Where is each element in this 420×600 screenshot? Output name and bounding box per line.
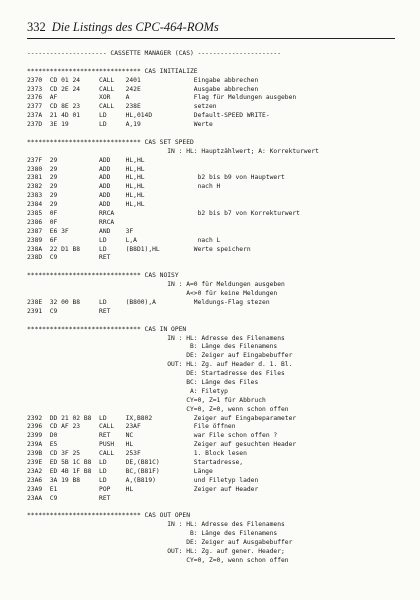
listing-line: 2386 0F RRCA [27,218,115,226]
listing-line: 237A 21 4D 01 LD HL,014D Default-SPEED WRITE- [27,112,270,120]
listing-line: OUT: HL: Zg. auf gener. Header; [27,547,285,555]
page-header [27,20,219,35]
blank-line [27,130,407,139]
listing-line: CY=0, Z=0, wenn schon offen [27,405,289,413]
listing-line: 2382 29 ADD HL,HL nach H [27,183,221,191]
listing-line: A: Filetyp [27,387,228,395]
listing-line: 2381 29 ADD HL,HL b2 bis b9 von Hauptwert [27,174,285,182]
listing-line: 2391 C9 RET [27,307,111,315]
blank-line [27,503,407,512]
listing-line: B: Länge des Filenamens [27,343,278,351]
page-title: Die Listings des CPC-464-ROMs [51,20,219,34]
listing-line: DE: Zeiger auf Ausgabebuffer [27,538,293,546]
listing-line: BC: Länge des Files [27,378,259,386]
listing-line: 237F 29 ADD HL,HL [27,156,145,164]
listing-line: CY=0, Z=0, wenn schon offen [27,556,289,564]
listing-line: 2389 6F LD L,A nach L [27,236,221,244]
listing-line: DE: Zeiger auf Eingabebuffer [27,352,293,360]
listing-line: ****************************** CAS SET SPEED [27,138,194,146]
listing-line: 2377 CD 8E 23 CALL 238E setzen [27,103,217,111]
listing-line: ****************************** CAS IN OPEN [27,325,187,333]
listing-line: 2396 CD AF 23 CALL 23AF File öffnen [27,423,236,431]
listing-line: 239A E5 PUSH HL Zeiger auf gesuchten Header [27,441,297,449]
listing-line: 238E 32 00 B8 LD (B800),A Meldungs-Flag stezen [27,298,270,306]
listing-line: OUT: HL: Zg. auf Header d. 1. Bl. [27,361,293,369]
listing-line: IN : HL: Adresse des Filenamens [27,334,285,342]
listing-line: 239E ED 5B 1C B8 LD DE,(B81C) Startadresse, [27,458,244,466]
listing-line: 2387 E6 3F AND 3F [27,227,134,235]
listing-line: 2383 29 ADD HL,HL [27,192,145,200]
listing-line: 2384 29 ADD HL,HL [27,201,145,209]
blank-line [27,59,407,68]
listing-line: 2373 CD 2E 24 CALL 242E Ausgabe abbrechen [27,85,259,93]
header-rule [27,38,395,39]
listing-line: IN : HL: Hauptzählwert; A: Korrekturwert [27,147,319,155]
listing-line: 238D C9 RET [27,254,111,262]
listing-line: 2380 29 ADD HL,HL [27,165,145,173]
listing-line: ****************************** CAS NOISY [27,272,179,280]
listing-line: 238A 22 D1 B8 LD (B8D1),HL Werte speichern [27,245,251,253]
assembly-listing [27,50,407,566]
listing-line: ****************************** CAS INITIALIZE [27,67,198,75]
listing-line: 237D 3E 19 LD A,19 Werte [27,121,213,129]
listing-line: IN : A=0 für Meldungen ausgeben [27,281,285,289]
listing-line: A<>0 für keine Meldungen [27,290,278,298]
listing-line: 23AA C9 RET [27,494,111,502]
listing-line: 2392 DD 21 02 B8 LD IX,B802 Zeiger auf Eingabeparameter [27,414,297,422]
listing-line: 2385 0F RRCA b2 bis b7 von Korrekturwert [27,210,300,218]
listing-line: B: Länge des Filenamens [27,530,278,538]
listing-line: IN : HL: Adresse des Filenamens [27,521,285,529]
listing-line: 23A6 3A 19 B8 LD A,(B819) und Filetyp laden [27,476,259,484]
listing-line: CY=0, Z=1 für Abbruch [27,396,266,404]
listing-line: --------------------- CASSETTE MANAGER (CAS) ---------------------- [27,50,282,57]
listing-line: 2370 CD 01 24 CALL 2401 Eingabe abbrechen [27,76,259,84]
listing-line: 2399 D0 RET NC war File schon offen ? [27,432,278,440]
listing-line: ****************************** CAS OUT OPEN [27,512,191,520]
listing-line: 2376 AF XOR A Flag für Meldungen ausgeben [27,94,297,102]
blank-line [27,317,407,326]
blank-line [27,263,407,272]
page-number: 332 [27,20,46,34]
listing-line: 23A2 ED 4B 1F B8 LD BC,(B81F) Länge [27,467,213,475]
listing-line: 23A9 E1 POP HL Zeiger auf Header [27,485,259,493]
listing-line: DE: Startadresse des Files [27,370,285,378]
listing-line: 239B CD 3F 25 CALL 253F 1. Block lesen [27,450,247,458]
